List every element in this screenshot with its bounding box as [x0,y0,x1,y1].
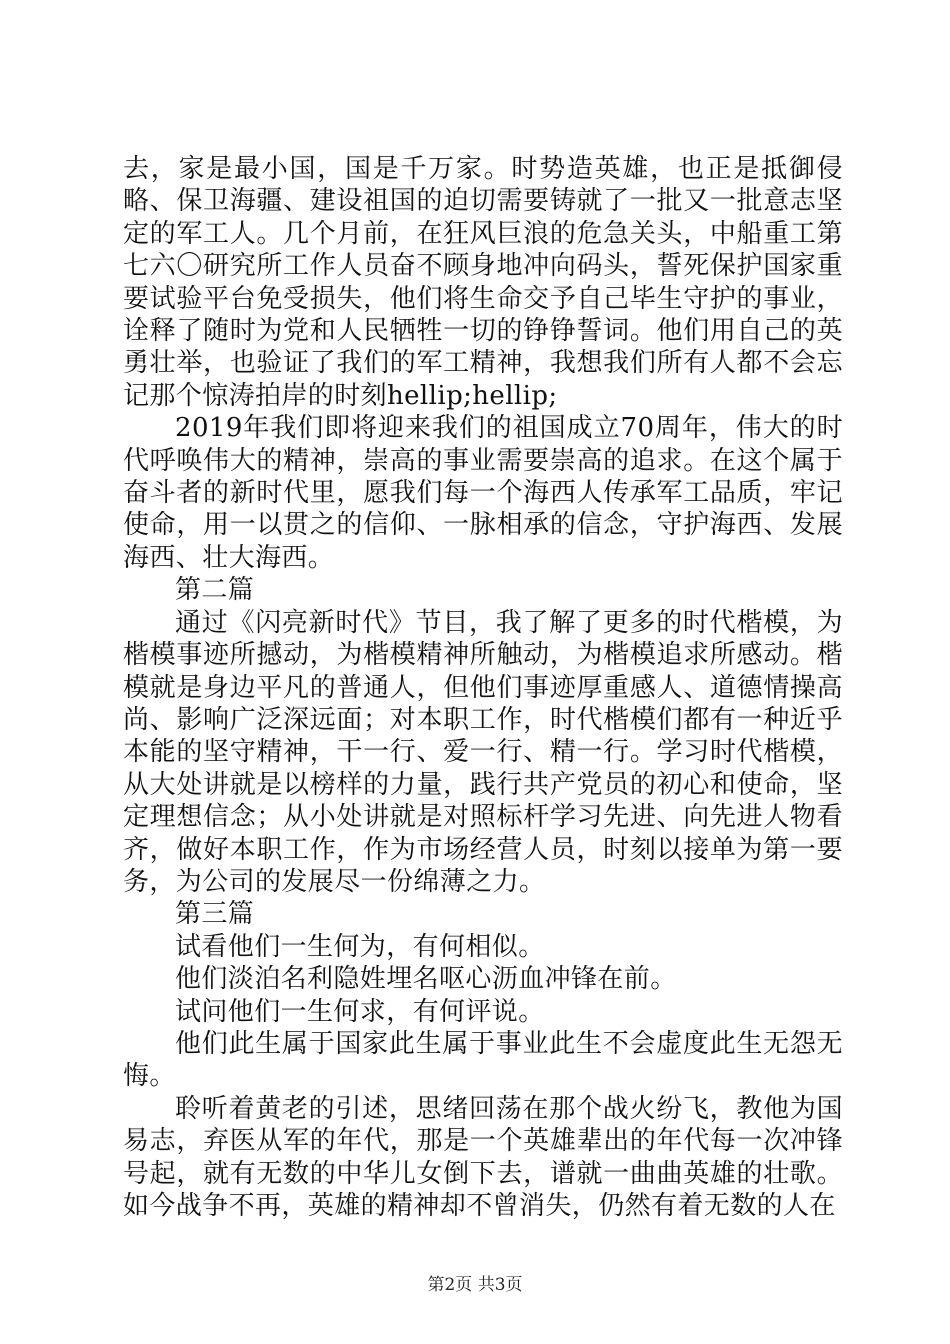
section-heading-3: 第三篇 [175,899,255,930]
paragraph-8: 聆听着黄老的引述，思绪回荡在那个战火纷飞，教他为国易志，弃医从军的年代，那是一个英雄辈出的年代每一次冲锋号起，就有无数的中华儿女倒下去，谱就一曲曲英雄的壮歌。如今战争不再，英雄的精神却不曾消失，仍然有着无数的人在 [123,1093,843,1221]
paragraph-6: 试问他们一生何求，有何评说。 [175,996,545,1027]
paragraph-2: 2019年我们即将迎来我们的祖国成立70周年，伟大的时代呼唤伟大的精神，崇高的事业需要崇高的追求。在这个属于奋斗者的新时代里，愿我们每一个海西人传承军工品质，牢记使命，用一以贯之的信仰、一脉相承的信念，守护海西、发展海西、壮大海西。 [123,413,843,573]
paragraph-5: 他们淡泊名利隐姓埋名呕心沥血冲锋在前。 [175,964,677,995]
document-body [123,153,843,1222]
paragraph-4: 试看他们一生何为，有何相似。 [175,931,545,962]
section-heading-2: 第二篇 [175,575,255,606]
paragraph-1: 去，家是最小国，国是千万家。时势造英雄，也正是抵御侵略、保卫海疆、建设祖国的迫切需要铸就了一批又一批意志坚定的军工人。几个月前，在狂风巨浪的危急关头，中船重工第七六〇研究所工作人员奋不顾身地冲向码头，誓死保护国家重要试验平台免受损失，他们将生命交予自己毕生守护的事业，诠释了随时为党和人民牺牲一切的铮铮誓词。他们用自己的英勇壮举，也验证了我们的军工精神，我想我们所有人都不会忘记那个惊涛拍岸的时刻hellip;hellip; [123,154,843,411]
page-number-footer: 第2页 共3页 [427,1275,523,1295]
paragraph-3: 通过《闪亮新时代》节目，我了解了更多的时代楷模，为楷模事迹所撼动，为楷模精神所触动，为楷模追求所感动。楷模就是身边平凡的普通人，但他们事迹厚重感人、道德情操高尚、影响广泛深远面；对本职工作，时代楷模们都有一种近乎本能的坚守精神，干一行、爱一行、精一行。学习时代楷模，从大处讲就是以榜样的力量，践行共产党员的初心和使命，坚定理想信念；从小处讲就是对照标杆学习先进、向先进人物看齐，做好本职工作，作为市场经营人员，时刻以接单为第一要务，为公司的发展尽一份绵薄之力。 [123,607,843,897]
paragraph-7: 他们此生属于国家此生属于事业此生不会虚度此生无怨无悔。 [123,1028,843,1092]
